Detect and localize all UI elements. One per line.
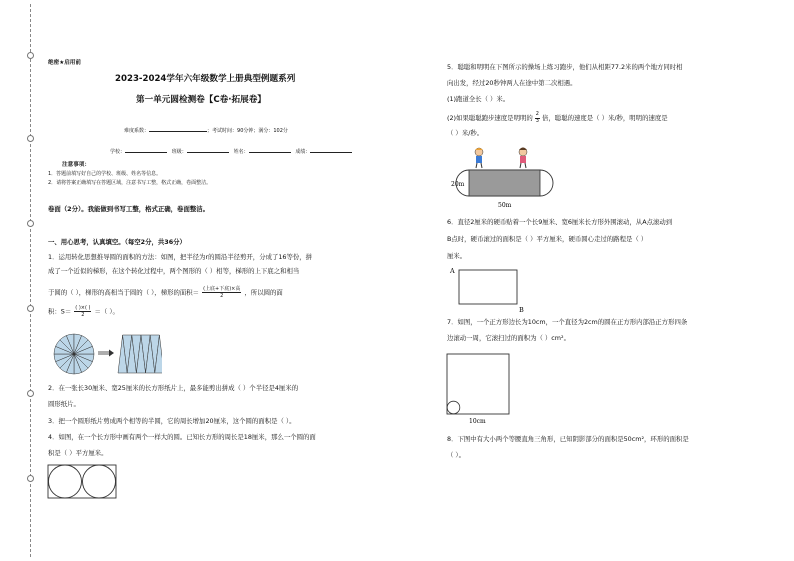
page-title: 2023-2024学年六年级数学上册典型例题系列 — [115, 74, 296, 84]
notes-item: 1．答题前填写好自己的学校、班级、姓名等信息。 — [48, 171, 162, 177]
arrow-icon — [98, 350, 114, 357]
q7-line: 7．如图，一个正方形边长为10cm，一个直径为2cm的圆在正方形内部沿正方形四条 — [447, 318, 688, 326]
runner-icon — [519, 148, 527, 169]
difficulty-label: 难度系数： ；考试时间：90分钟；满分：102分 — [124, 125, 288, 134]
track-infield — [469, 170, 540, 196]
q6-line: 6．直径2厘米的硬币贴着一个长9厘米、宽6厘米长方形外围滚动，从A点滚动到 — [447, 218, 673, 226]
circle-sectors — [54, 334, 94, 374]
q4-line: 4．如图，在一个长方形中画有两个一样大的圆。已知长方形的周长是18厘米，那么一个圆的面 — [48, 433, 316, 441]
q1-line: 积：S＝ ( )×( ) 2 ＝（ ）。 — [48, 305, 119, 318]
q5-line: 向出发，经过20秒钟两人在途中第二次相遇。 — [447, 79, 577, 87]
trapezoid-strips — [118, 335, 162, 373]
track-height-label: 20m — [451, 181, 465, 188]
name-field[interactable] — [249, 146, 291, 153]
point-b-label: B — [519, 306, 524, 314]
q8-line: 8．下图中有大小两个等腰直角三角形，已知阴影部分的面积是50cm²，环形的面积是 — [447, 435, 689, 443]
section-heading: 一、用心思考，认真填空。（每空2分，共36分） — [48, 238, 186, 246]
neatness-instruction: 卷面（2分）。我能做到书写工整，格式正确，卷面整洁。 — [48, 205, 210, 213]
q7-line: 边滚动一周，它滚扫过的面积为（ ）cm²。 — [447, 334, 570, 342]
q5-line: (1)跑道全长（ ）米。 — [447, 95, 510, 103]
runner-icon — [475, 148, 483, 168]
coin-rectangle-figure — [446, 264, 526, 314]
binding-hole — [27, 52, 34, 59]
notes-item: 2．请将答案正确填写在答题区域，注意书写工整，格式正确，卷面整洁。 — [48, 180, 212, 186]
name-label: 姓名： — [233, 149, 249, 155]
q1-line: 于圆的（ ），梯形的高相当于圆的（ ），梯形的面积＝ (上底+下底)×高 2 ，所以圆的面 — [48, 286, 283, 299]
secret-label: 绝密★启用前 — [48, 60, 81, 66]
q2-line: 圆形纸片。 — [48, 400, 80, 408]
q6-line: B点时，硬币滚过的面积是（ ）平方厘米，硬币圆心走过的路程是（ ） — [447, 235, 648, 243]
binding-hole — [27, 220, 34, 227]
score-label: 成绩： — [295, 149, 311, 155]
binding-hole — [27, 390, 34, 397]
binding-hole — [27, 475, 34, 482]
q1-line: 1．运用转化思想推导圆的面积的方法：如图，把半径为r的圆沿半径剪开，分成了16等份，拼 — [48, 253, 313, 261]
notes-heading: 注意事项： — [62, 162, 90, 168]
track-width-label: 50m — [498, 202, 512, 209]
class-field[interactable] — [187, 146, 229, 153]
binding-hole — [27, 135, 34, 142]
square-circle-figure — [444, 351, 514, 425]
page-subtitle: 第一单元圆检测卷【C卷·拓展卷】 — [136, 95, 266, 105]
q6-line: 厘米。 — [447, 252, 467, 260]
square-side-label: 10cm — [469, 418, 486, 425]
trapezoid-area-fraction: (上底+下底)×高 2 — [203, 286, 241, 299]
q1-line: 成了一个近似的梯形，在这个转化过程中，两个图形的（ ）相等，梯形的上下底之和相当 — [48, 267, 300, 275]
student-info-row — [110, 146, 352, 155]
binding-margin — [0, 0, 38, 561]
q3-line: 3．把一个圆形纸片剪成两个相等的半圆，它的周长增加20厘米，这个圆的面积是（ ）。 — [48, 417, 296, 425]
q4-line: 积是（ ）平方厘米。 — [48, 449, 108, 457]
rectangle-two-circles-figure — [47, 464, 119, 500]
running-track-figure — [448, 143, 578, 211]
circle-to-trapezoid-figure — [52, 331, 162, 377]
circle-area-fraction: ( )×( ) 2 — [75, 305, 91, 318]
point-a-label: A — [450, 267, 455, 275]
ratio-fraction: $\frac{2}{3}$ — [535, 111, 539, 124]
q5-line: 5．聪聪和明明在下图所示的操场上练习跑步，他们从相距77.2米的两个地方同时相 — [447, 63, 683, 71]
circle-shape — [447, 401, 460, 414]
school-field[interactable] — [125, 146, 167, 153]
school-label: 学校： — [110, 149, 126, 155]
binding-hole — [27, 305, 34, 312]
q8-line: （ ）。 — [447, 451, 466, 459]
class-label: 班级： — [171, 149, 187, 155]
q5-line: (2)如果聪聪跑步速度是明明的 $\frac{2}{3}$ 倍，聪聪的速度是（ ）米/秒，明明的速度是 — [447, 111, 668, 124]
rectangle-shape — [48, 465, 116, 498]
q2-line: 2．在一张长30厘米、宽25厘米的长方形纸片上，最多能剪出拼成（ ）个半径是4厘米的 — [48, 384, 299, 392]
q5-line: （ ）米/秒。 — [447, 129, 484, 137]
score-field[interactable] — [310, 146, 352, 153]
rectangle-shape — [459, 270, 517, 304]
